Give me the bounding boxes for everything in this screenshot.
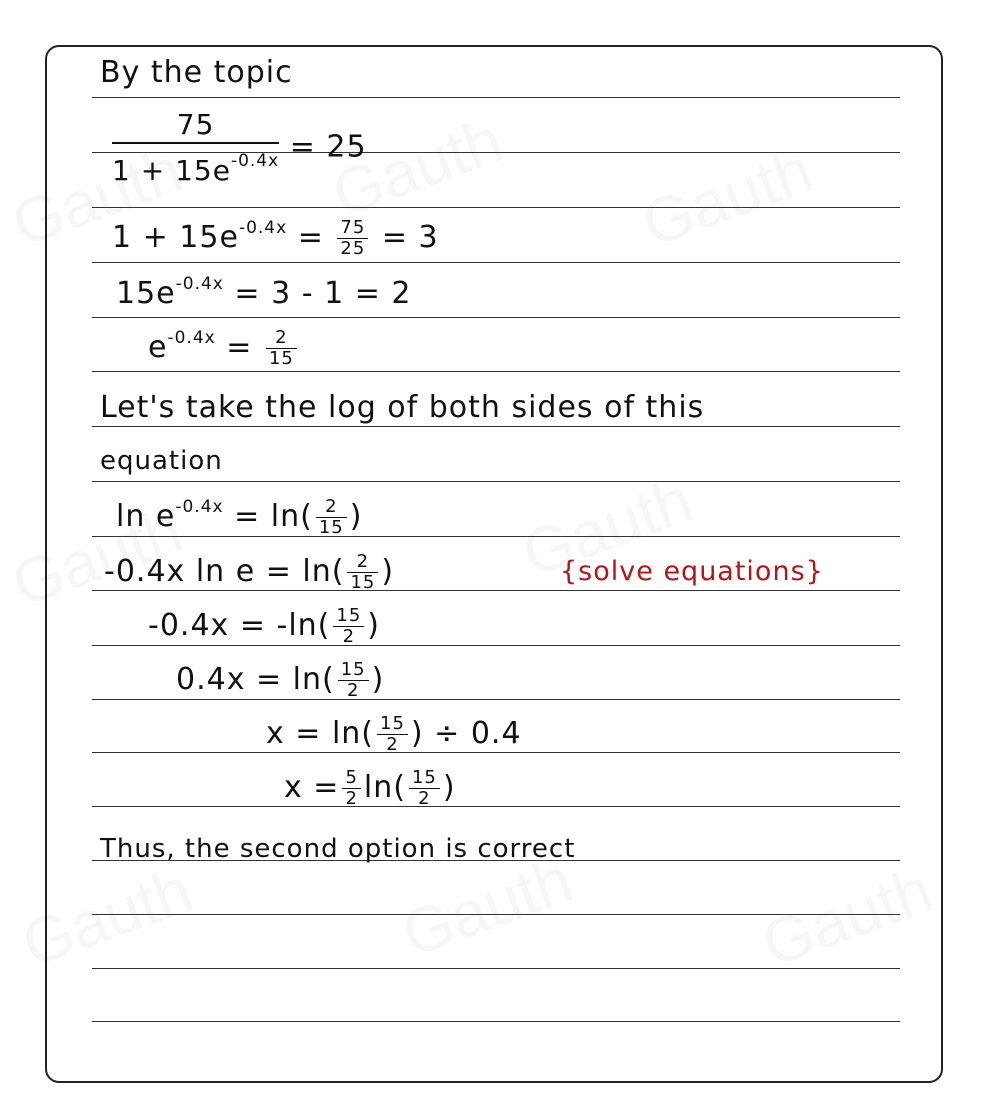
equation-line-10 xyxy=(284,768,456,809)
equation-line-1 xyxy=(112,108,367,188)
fraction xyxy=(337,218,368,259)
denominator xyxy=(112,151,280,187)
lhs: 1 + 15e xyxy=(112,220,239,255)
equation-line-4 xyxy=(148,328,300,369)
numerator: 75 xyxy=(112,108,279,144)
paren: ) xyxy=(371,662,385,697)
equation-line-6 xyxy=(104,552,394,593)
equals: = xyxy=(226,330,253,365)
denominator: 2 xyxy=(386,734,399,755)
equation-line-9 xyxy=(266,714,522,755)
line-intro: By the topic xyxy=(100,55,293,90)
lhs: x = xyxy=(284,770,340,805)
lhs: 15e xyxy=(116,276,176,311)
numerator: 2 xyxy=(316,497,347,518)
rule-line xyxy=(92,1021,900,1022)
denominator: 2 xyxy=(345,788,358,809)
fraction xyxy=(333,606,364,647)
lhs: 0.4x = ln( xyxy=(176,662,335,697)
equals: = ln( xyxy=(234,499,313,534)
fraction xyxy=(347,552,378,593)
rule-line xyxy=(92,914,900,915)
denominator: 25 xyxy=(340,238,366,259)
denominator: 2 xyxy=(342,626,356,647)
numerator: 2 xyxy=(347,552,378,573)
paren: ) xyxy=(381,554,395,589)
solve-equations-note: {solve equations} xyxy=(560,556,824,587)
numerator: 75 xyxy=(337,218,368,239)
paren: ) xyxy=(442,770,456,805)
rule-line xyxy=(92,317,900,318)
lhs: -0.4x ln e = ln( xyxy=(104,554,345,589)
fraction xyxy=(409,768,440,809)
exponent: -0.4x xyxy=(167,328,216,348)
denominator-base: 1 + 15e xyxy=(112,154,231,187)
rule-line xyxy=(92,481,900,482)
equation-line-2 xyxy=(112,218,439,259)
denominator: 15 xyxy=(318,517,344,538)
denominator: 15 xyxy=(350,572,376,593)
equals: = xyxy=(297,220,324,255)
lhs: e xyxy=(148,330,168,365)
paren: ) xyxy=(349,499,363,534)
fraction xyxy=(316,497,347,538)
exponent: -0.4x xyxy=(238,218,288,238)
equation-line-5 xyxy=(116,497,362,538)
numerator: 15 xyxy=(409,768,440,789)
ln: ln( xyxy=(363,770,406,805)
rule-line xyxy=(92,97,900,98)
exponent: -0.4x xyxy=(175,497,224,517)
numerator: 15 xyxy=(377,714,408,735)
numerator: 5 xyxy=(342,768,360,789)
equation-line-3 xyxy=(116,274,411,311)
paren: ) xyxy=(367,608,381,643)
equation-line-8 xyxy=(176,660,384,701)
conclusion-line: Thus, the second option is correct xyxy=(100,834,576,864)
rule-line xyxy=(92,806,900,807)
denominator: 2 xyxy=(346,680,360,701)
equation-line-7 xyxy=(148,606,380,647)
rhs: = 3 xyxy=(381,220,439,255)
coefficient-fraction xyxy=(342,768,360,809)
rhs: = 3 - 1 = 2 xyxy=(234,276,412,311)
lhs: -0.4x = -ln( xyxy=(148,608,331,643)
rule-line xyxy=(92,968,900,969)
numerator: 2 xyxy=(266,328,297,349)
exponent: -0.4x xyxy=(175,274,224,294)
numerator: 15 xyxy=(338,660,369,681)
text-line-log: Let's take the log of both sides of this xyxy=(100,390,705,425)
rule-line xyxy=(92,371,900,372)
rule-line xyxy=(92,262,900,263)
text-line-equation: equation xyxy=(100,446,223,476)
rule-line xyxy=(92,426,900,427)
exponent: -0.4x xyxy=(230,151,280,171)
lhs: x = ln( xyxy=(266,716,375,751)
fraction xyxy=(377,714,408,755)
numerator: 15 xyxy=(333,606,364,627)
fraction xyxy=(338,660,369,701)
denominator: 15 xyxy=(268,348,294,369)
paren: ) ÷ 0.4 xyxy=(410,716,522,751)
fraction xyxy=(266,328,297,369)
fraction xyxy=(112,108,279,188)
rule-line xyxy=(92,207,900,208)
rhs: = 25 xyxy=(289,129,367,165)
denominator: 2 xyxy=(418,788,431,809)
lhs: ln e xyxy=(116,499,176,534)
